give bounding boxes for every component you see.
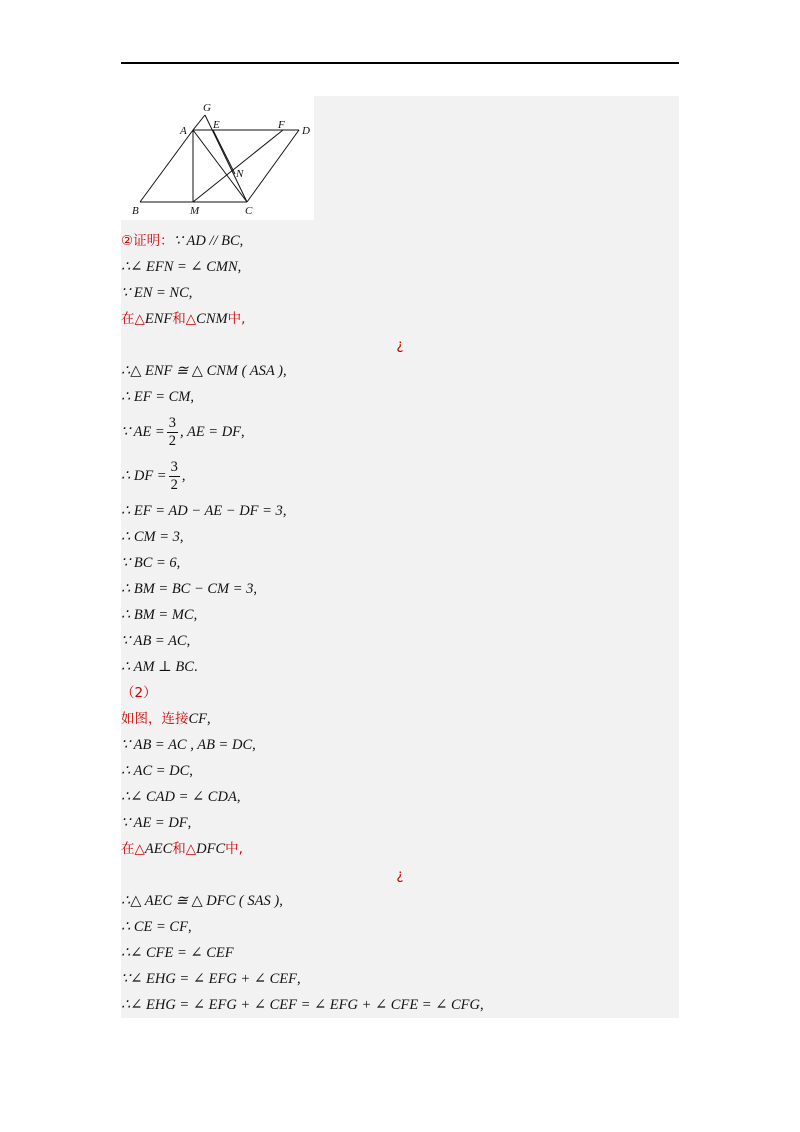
fraction bbox=[169, 459, 180, 494]
math-text: CNM bbox=[196, 311, 228, 327]
proof-line bbox=[121, 384, 679, 410]
proof-line bbox=[121, 706, 679, 732]
punctuation: , bbox=[186, 633, 191, 649]
chinese-text: 中, bbox=[225, 841, 243, 857]
proof-line bbox=[121, 306, 679, 332]
math-text: ∴ CE = CF bbox=[121, 919, 188, 935]
proof-line bbox=[121, 410, 679, 454]
proof-line bbox=[121, 654, 679, 680]
punctuation: , bbox=[236, 789, 241, 805]
math-text: ∵ AE = DF bbox=[121, 815, 188, 831]
proof-line bbox=[121, 602, 679, 628]
proof-line bbox=[121, 550, 679, 576]
punctuation: , bbox=[282, 503, 287, 519]
chinese-text: 和△ bbox=[172, 311, 197, 327]
punctuation: , bbox=[189, 763, 193, 779]
label-F: F bbox=[278, 119, 285, 131]
proof-line bbox=[121, 810, 679, 836]
punctuation: , bbox=[207, 711, 211, 727]
proof-line bbox=[121, 758, 679, 784]
label-D: D bbox=[302, 125, 310, 137]
proof-line bbox=[121, 228, 679, 254]
punctuation: , bbox=[181, 468, 186, 484]
proof-line bbox=[121, 862, 679, 888]
proof-line bbox=[121, 784, 679, 810]
proof-line bbox=[121, 680, 679, 706]
proof-line bbox=[121, 332, 679, 358]
math-text: ∵ EN = NC bbox=[121, 285, 189, 301]
proof-line bbox=[121, 888, 679, 914]
placeholder-glyph: ¿ bbox=[396, 867, 404, 883]
punctuation: , bbox=[253, 581, 258, 597]
proof-line bbox=[121, 254, 679, 280]
proof-line bbox=[121, 628, 679, 654]
chinese-text: （2） bbox=[121, 685, 157, 701]
chinese-text: 中, bbox=[227, 311, 246, 327]
punctuation: , bbox=[252, 737, 256, 753]
fraction-numerator: 3 bbox=[168, 415, 176, 432]
math-text: ∴ EF = CM bbox=[121, 389, 191, 405]
math-text: ∵ AB = AC , AB = DC bbox=[121, 737, 253, 753]
label-B: B bbox=[132, 205, 139, 217]
label-A: A bbox=[180, 125, 187, 137]
chinese-text: ②证明： bbox=[121, 233, 174, 249]
math-text: ∴ CM = 3 bbox=[121, 529, 180, 545]
punctuation: , bbox=[241, 424, 245, 440]
fraction-denominator: 2 bbox=[170, 477, 178, 494]
punctuation: , bbox=[239, 233, 244, 249]
fraction-denominator: 2 bbox=[168, 433, 176, 450]
math-text: ∴△ ENF ≅ △ CNM ( ASA ) bbox=[121, 363, 283, 379]
proof-line bbox=[121, 524, 679, 550]
punctuation: . bbox=[193, 659, 198, 675]
math-text: ∵∠ EHG = ∠ EFG + ∠ CEF bbox=[121, 971, 297, 987]
math-text: DFC bbox=[196, 841, 226, 857]
math-text: ∴∠ EHG = ∠ EFG + ∠ CEF = ∠ EFG + ∠ CFE = ∠ CFG bbox=[121, 997, 480, 1013]
proof-lines bbox=[121, 228, 679, 1018]
math-text: ∴ BM = BC − CM = 3 bbox=[121, 581, 254, 597]
math-text: ∴∠ EFN = ∠ CMN bbox=[121, 259, 238, 275]
label-M: M bbox=[190, 205, 200, 217]
label-E: E bbox=[213, 119, 220, 131]
proof-line bbox=[121, 940, 679, 966]
math-text: AEC bbox=[144, 841, 173, 857]
math-text: ∴ AM ⊥ BC bbox=[121, 659, 194, 675]
label-G: G bbox=[203, 102, 211, 114]
punctuation: , bbox=[282, 363, 287, 379]
chinese-text: 在△ bbox=[121, 311, 145, 327]
chinese-text: 在△ bbox=[121, 841, 145, 857]
math-text: ENF bbox=[144, 311, 173, 327]
punctuation: , bbox=[279, 893, 283, 909]
header-rule bbox=[121, 62, 679, 64]
math-text: ∴ EF = AD − AE − DF = 3 bbox=[121, 503, 283, 519]
fraction-numerator: 3 bbox=[170, 459, 178, 476]
punctuation: , bbox=[297, 971, 301, 987]
punctuation: , bbox=[187, 815, 192, 831]
fraction bbox=[167, 415, 178, 450]
punctuation: , bbox=[176, 555, 181, 571]
proof-line bbox=[121, 966, 679, 992]
math-text: ∵ AE = bbox=[121, 424, 165, 440]
punctuation: , bbox=[480, 997, 484, 1013]
chinese-text: 和△ bbox=[172, 841, 197, 857]
math-text: ∵ BC = 6 bbox=[121, 555, 177, 571]
label-N: N bbox=[236, 168, 244, 180]
math-text: ∵ AD // BC bbox=[173, 233, 240, 249]
math-text: ∴ AC = DC bbox=[121, 763, 190, 779]
punctuation: , bbox=[193, 607, 198, 623]
chinese-text: 如图，连接 bbox=[121, 711, 189, 727]
math-text: ∵ AB = AC bbox=[121, 633, 187, 649]
punctuation: , bbox=[187, 919, 192, 935]
math-text: ∴∠ CFE = ∠ CEF bbox=[121, 945, 234, 961]
placeholder-glyph: ¿ bbox=[396, 337, 404, 353]
punctuation: , bbox=[190, 389, 194, 405]
proof-line bbox=[121, 498, 679, 524]
math-text: ∴ DF = bbox=[121, 468, 167, 484]
proof-line bbox=[121, 358, 679, 384]
proof-line bbox=[121, 454, 679, 498]
math-text: ∴△ AEC ≅ △ DFC ( SAS ) bbox=[121, 893, 280, 909]
proof-line bbox=[121, 836, 679, 862]
math-text: , AE = DF bbox=[179, 424, 242, 440]
math-text: ∴ BM = MC bbox=[121, 607, 194, 623]
proof-line bbox=[121, 732, 679, 758]
punctuation: , bbox=[237, 259, 242, 275]
punctuation: , bbox=[188, 285, 193, 301]
label-C: C bbox=[245, 205, 253, 217]
math-text: CF bbox=[188, 711, 208, 727]
proof-line bbox=[121, 280, 679, 306]
proof-line bbox=[121, 576, 679, 602]
proof-line bbox=[121, 914, 679, 940]
math-text: ∴∠ CAD = ∠ CDA bbox=[121, 789, 237, 805]
proof-line bbox=[121, 992, 679, 1018]
punctuation: , bbox=[179, 529, 184, 545]
geometry-figure bbox=[121, 96, 314, 220]
parallelogram-diagram bbox=[121, 96, 314, 220]
